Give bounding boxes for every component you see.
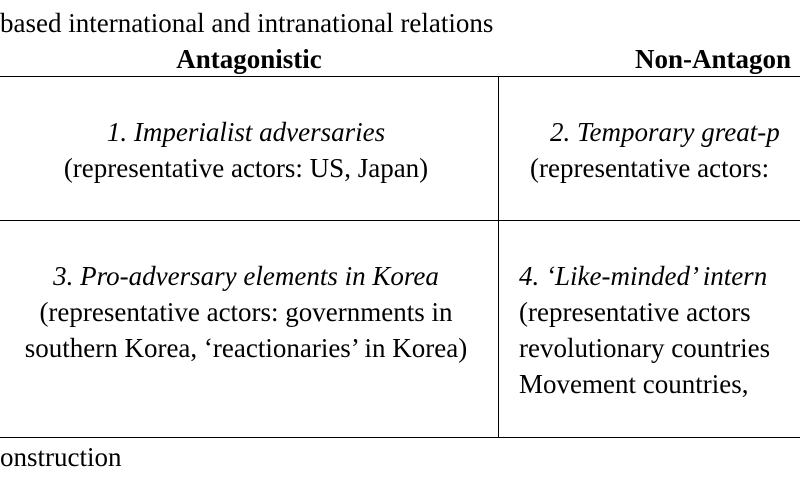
table-cell-3 (0, 258, 492, 366)
table-top-rule (0, 76, 800, 77)
column-header-non-antagonistic: Non-Antagon (635, 44, 792, 74)
table-cell-4 (505, 258, 800, 402)
cell-3-actors: (representative actors: governments in southern Korea, ‘reactionaries’ in Korea) (24, 297, 468, 363)
cell-2-actors: (representative actors: (530, 153, 770, 183)
table-bottom-rule (0, 437, 800, 438)
cell-2-title: 2. Temporary great-p (550, 117, 780, 147)
table-middle-rule (0, 220, 800, 221)
cell-1-actors: (representative actors: US, Japan) (63, 153, 429, 183)
figure-source-note: onstruction (0, 442, 122, 472)
column-header-antagonistic: Antagonistic (176, 44, 322, 74)
figure-caption: based international and intranational relations (0, 8, 494, 38)
cell-4-actors: (representative actors revolutionary countries Movement countries, (519, 297, 771, 399)
cell-3-title: 3. Pro-adversary elements in Korea (53, 261, 439, 291)
table-column-divider (498, 76, 499, 438)
cell-1-title: 1. Imperialist adversaries (106, 117, 386, 147)
table-cell-2 (505, 114, 800, 186)
cell-4-title: 4. ‘Like-minded’ intern (519, 261, 768, 291)
table-cell-1 (0, 114, 492, 186)
